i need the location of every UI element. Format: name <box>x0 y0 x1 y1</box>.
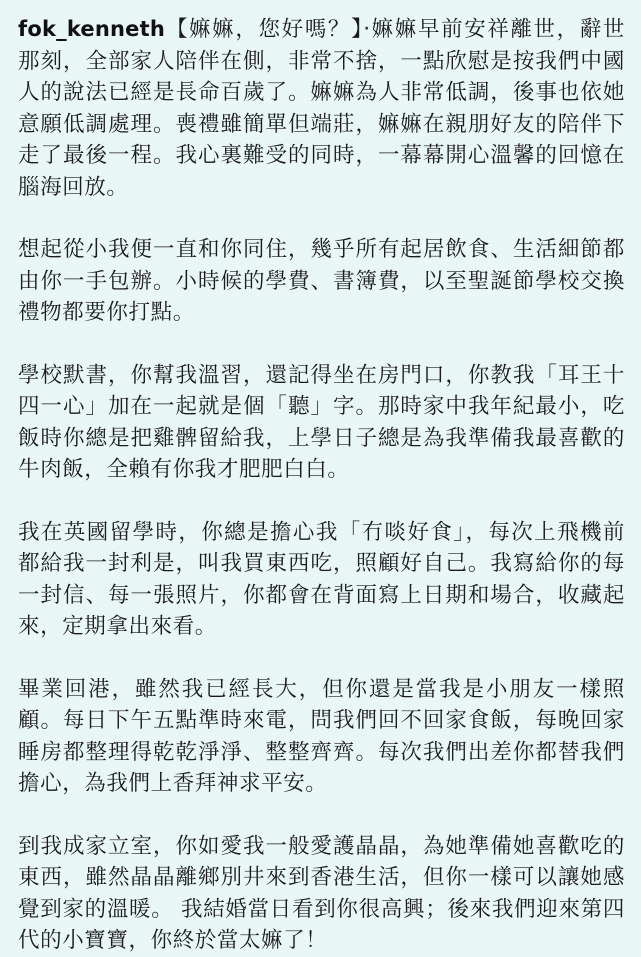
post-paragraph-2: 想起從小我便一直和你同住，幾乎所有起居飲食、生活細節都由你一手包辦。小時候的學費、書簿費，以至聖誕節學校交換禮物都要你打點。 <box>18 237 625 325</box>
paragraph-gap <box>18 486 625 517</box>
post-paragraph-5: 畢業回港，雖然我已經長大，但你還是當我是小朋友一樣照顧。每日下午五點準時來電，問我們回不回家食飯，每晚回家睡房都整理得乾乾淨淨、整整齊齊。每次我們出差你都替我們擔心，為我們上香拜神求平安。 <box>18 676 625 796</box>
paragraph-gap <box>18 800 625 831</box>
paragraph-gap <box>18 643 625 674</box>
post-paragraph-1 <box>18 14 625 203</box>
paragraph-gap <box>18 329 625 360</box>
paragraph-gap <box>18 203 625 234</box>
username[interactable]: fok_kenneth <box>18 17 166 41</box>
post-paragraph-4: 我在英國留學時，你總是擔心我「冇啖好食」，每次上飛機前都給我一封利是，叫我買東西吃，照顧好自己。我寫給你的每一封信、每一張照片，你都會在背面寫上日期和場合，收藏起來，定期拿出來看。 <box>18 519 625 639</box>
post-paragraph-3: 學校默書，你幫我溫習，還記得坐在房門口，你教我「耳王十四一心」加在一起就是個「聽」字。那時家中我年紀最小，吃飯時你總是把雞髀留給我，上學日子總是為我準備我最喜歡的牛肉飯，全賴有你我才肥肥白白。 <box>18 362 625 482</box>
post-paragraph-6: 到我成家立室，你如愛我一般愛護晶晶，為她準備她喜歡吃的東西，雖然晶晶離鄉別井來到香港生活，但你一樣可以讓她感覺到家的溫暖。 我結婚當日看到你很高興；後來我們迎來第四代的小寶寶，你終於當太嫲了！ <box>18 833 625 953</box>
post-paragraph-1-text: 【嫲嫲，您好嗎？】‧嫲嫲早前安祥離世，辭世那刻，全部家人陪伴在側，非常不捨，一點欣慰是按我們中國人的說法已經是長命百歲了。嫲嫲為人非常低調，後事也依她意願低調處理。喪禮雖簡單但端莊，嫲嫲在親朋好友的陪伴下走了最後一程。我心裏難受的同時，一幕幕開心溫馨的回憶在腦海回放。 <box>18 17 625 200</box>
